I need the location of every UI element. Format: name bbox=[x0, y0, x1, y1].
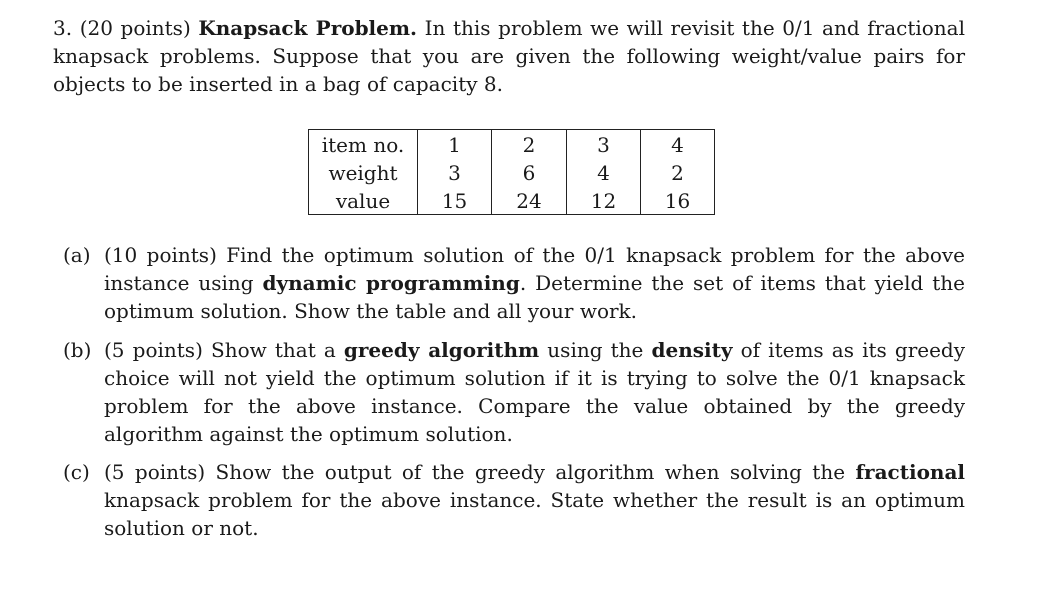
item-number-cell: 3 bbox=[567, 130, 641, 159]
value-cell: 24 bbox=[492, 186, 567, 215]
subquestion-text: Show that a bbox=[211, 338, 336, 362]
subquestion-a bbox=[63, 241, 965, 325]
row-label-value: value bbox=[309, 186, 418, 215]
subquestion-points: (10 points) bbox=[104, 243, 217, 267]
problem-points: (20 points) bbox=[79, 16, 191, 40]
problem-intro bbox=[53, 14, 965, 98]
subquestion-points: (5 points) bbox=[104, 338, 203, 362]
subquestion-body bbox=[104, 241, 965, 325]
item-number-cell: 2 bbox=[492, 130, 567, 159]
weight-cell: 2 bbox=[641, 158, 715, 186]
subquestion-body bbox=[104, 458, 965, 542]
subquestion-text: of items as its greedy choice will not yield the optimum solution if it is trying to solve the 0/1 knapsack problem for the above instance. Compare the value obtained by the greedy algorithm against the optimum solution. bbox=[104, 338, 966, 446]
emphasis-text: greedy algorithm bbox=[343, 338, 540, 362]
value-cell: 15 bbox=[418, 186, 492, 215]
weight-cell: 6 bbox=[492, 158, 567, 186]
table-row-item-no bbox=[309, 130, 715, 159]
subquestion-text: Show the output of the greedy algorithm when solving the bbox=[215, 460, 846, 484]
item-number-cell: 1 bbox=[418, 130, 492, 159]
row-label-weight: weight bbox=[309, 158, 418, 186]
subquestion-text: using the bbox=[547, 338, 644, 362]
emphasis-text: density bbox=[651, 338, 733, 362]
emphasis-text: fractional bbox=[855, 460, 966, 484]
subquestion-c bbox=[63, 458, 965, 542]
problem-description: In this problem we will revisit the 0/1 and fractional knapsack problems. Suppose that you are given the following weight/value pairs for objects to be inserted in a bag of capacity 8. bbox=[53, 16, 966, 96]
problem-title: Knapsack Problem. bbox=[198, 16, 418, 40]
value-cell: 16 bbox=[641, 186, 715, 215]
items-table bbox=[308, 129, 715, 215]
table-row-value bbox=[309, 186, 715, 215]
table-row-weight bbox=[309, 158, 715, 186]
value-cell: 12 bbox=[567, 186, 641, 215]
subquestion-text: Find the optimum solution of the 0/1 knapsack problem for the above instance using bbox=[104, 243, 966, 295]
subquestion-label: (c) bbox=[63, 460, 90, 484]
subquestion-text: . Determine the set of items that yield the optimum solution. Show the table and all your work. bbox=[104, 271, 965, 323]
item-number-cell: 4 bbox=[641, 130, 715, 159]
weight-cell: 3 bbox=[418, 158, 492, 186]
problem-number: 3. bbox=[53, 16, 73, 40]
weight-cell: 4 bbox=[567, 158, 641, 186]
subquestion-body bbox=[104, 336, 965, 448]
subquestion-text: knapsack problem for the above instance. State whether the result is an optimum solution or not. bbox=[104, 488, 965, 540]
subquestion-label: (a) bbox=[63, 243, 91, 267]
row-label-item-no: item no. bbox=[309, 130, 418, 159]
emphasis-text: dynamic programming bbox=[262, 271, 520, 295]
subquestion-label: (b) bbox=[63, 338, 92, 362]
subquestion-b bbox=[63, 336, 965, 448]
subquestion-points: (5 points) bbox=[104, 460, 206, 484]
